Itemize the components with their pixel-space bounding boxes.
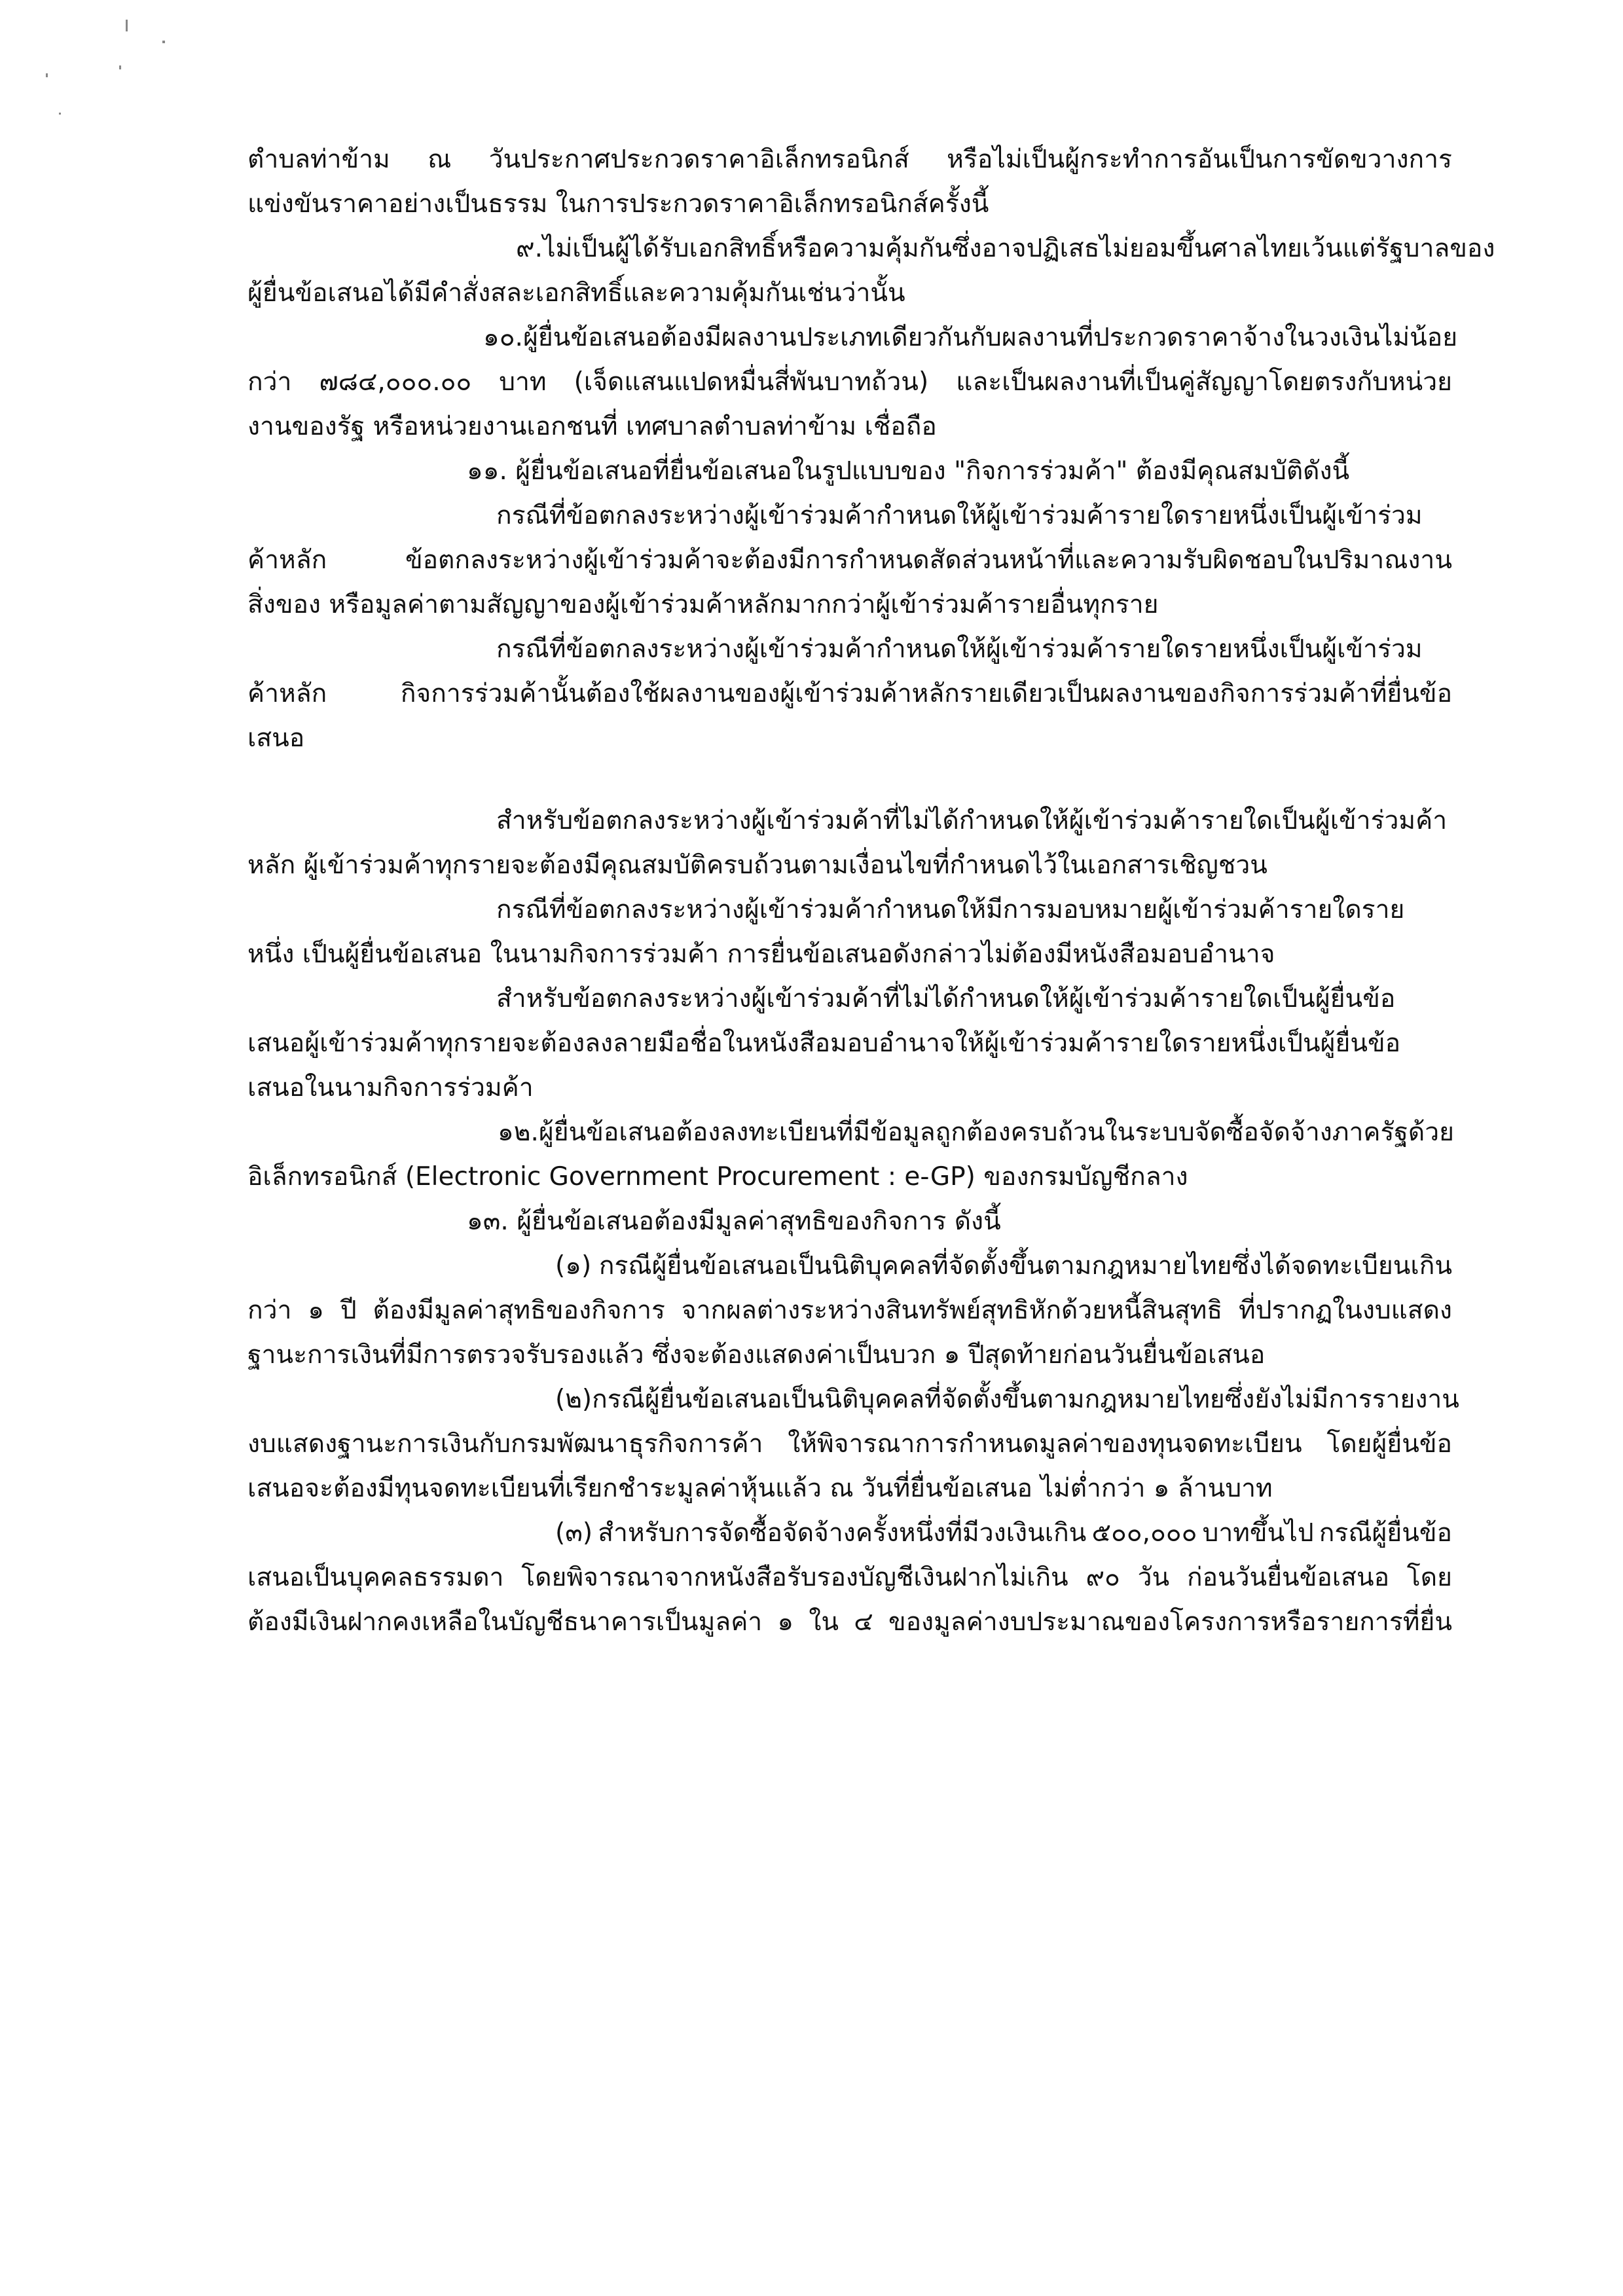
paragraph-gap bbox=[247, 761, 1452, 799]
text-line bbox=[247, 627, 1452, 672]
text-line bbox=[247, 1422, 1452, 1467]
scan-speck bbox=[126, 20, 128, 31]
text-line bbox=[247, 1467, 1452, 1511]
line-word: หรือไม่เป็นผู้กระทำการอันเป็นการขัดขวางการ bbox=[947, 145, 1452, 174]
line-word: จากผลต่างระหว่างสินทรัพย์สุทธิหักด้วยหนี้สินสุทธิ bbox=[681, 1296, 1223, 1325]
line-text: ๑๓. ผู้ยื่นข้อเสนอต้องมีมูลค่าสุทธิของกิจการ ดังนี้ bbox=[467, 1207, 1001, 1236]
text-line bbox=[247, 449, 1452, 494]
line-text: สิ่งของ หรือมูลค่าตามสัญญาของผู้เข้าร่วมค้าหลักมากกว่าผู้เข้าร่วมค้ารายอื่นทุกราย bbox=[247, 590, 1159, 619]
line-word: ๕๐๐,๐๐๐ bbox=[1091, 1518, 1197, 1548]
text-line bbox=[247, 1556, 1452, 1600]
line-word: เสนอเป็นบุคคลธรรมดา bbox=[247, 1563, 504, 1592]
line-word: ๙๐ bbox=[1085, 1563, 1120, 1592]
line-word: ๑ bbox=[308, 1296, 325, 1325]
text-line bbox=[247, 1244, 1452, 1288]
scan-speck bbox=[119, 65, 121, 69]
text-line bbox=[247, 583, 1452, 627]
line-word: กรณีที่ข้อตกลงระหว่างผู้เข้าร่วมค้ากำหนดให้มีการมอบหมายผู้เข้าร่วมค้ารายใดราย bbox=[496, 895, 1405, 924]
line-word: ปี bbox=[340, 1296, 357, 1325]
line-word: ซึ่งยังไม่มีการรายงาน bbox=[1224, 1385, 1459, 1414]
text-line bbox=[247, 1155, 1452, 1199]
line-word: ก่อนวันยื่นข้อเสนอ bbox=[1186, 1563, 1390, 1592]
line-word: สำหรับการจัดซื้อจัดจ้างครั้งหนึ่งที่มีวงเงินเกิน bbox=[598, 1518, 1087, 1548]
line-word: ผู้ยื่นข้อเสนอต้องลงทะเบียนที่มีข้อมูลถูกต้องครบถ้วนในระบบจัดซื้อจัดจ้างภาครัฐด้วย bbox=[538, 1118, 1455, 1147]
text-line bbox=[247, 932, 1452, 977]
line-text: เสนอในนามกิจการร่วมค้า bbox=[247, 1073, 534, 1102]
text-line bbox=[247, 137, 1452, 182]
scan-speck bbox=[162, 41, 165, 43]
line-word: ๑๒. bbox=[498, 1118, 539, 1147]
line-word: วัน bbox=[1137, 1563, 1170, 1592]
line-word: ๑ bbox=[777, 1607, 794, 1637]
text-line bbox=[247, 538, 1452, 583]
line-word: วันประกาศประกวดราคาอิเล็กทรอนิกส์ bbox=[488, 145, 909, 174]
line-word: เว้นแต่รัฐบาลของ bbox=[1302, 234, 1495, 263]
text-line bbox=[247, 316, 1458, 360]
text-line bbox=[247, 182, 1452, 227]
line-word: ใน bbox=[809, 1607, 839, 1637]
line-word: งบแสดงฐานะการเงินกับกรมพัฒนาธุรกิจการค้า bbox=[247, 1429, 763, 1459]
line-word: กรณีที่ข้อตกลงระหว่างผู้เข้าร่วมค้ากำหนดให้ผู้เข้าร่วมค้ารายใดรายหนึ่งเป็นผู้เข้าร่วม bbox=[496, 501, 1423, 530]
text-line bbox=[247, 888, 1452, 932]
line-word: ค้าหลัก bbox=[247, 545, 327, 575]
line-word: สำหรับข้อตกลงระหว่างผู้เข้าร่วมค้าที่ไม่ได้กำหนดให้ผู้เข้าร่วมค้ารายใดเป็นผู้เข้าร่วมค้า bbox=[496, 806, 1448, 835]
text-line bbox=[247, 494, 1452, 538]
line-word: โดยพิจารณาจากหนังสือรับรองบัญชีเงินฝากไม่เกิน bbox=[521, 1563, 1068, 1592]
text-line bbox=[247, 1511, 1452, 1556]
line-word: ให้พิจารณาการกำหนดมูลค่าของทุนจดทะเบียน bbox=[788, 1429, 1302, 1459]
text-line bbox=[247, 1066, 1452, 1110]
line-word: โดยผู้ยื่นข้อ bbox=[1326, 1429, 1452, 1459]
text-line bbox=[247, 1110, 1455, 1155]
line-word: ๔ bbox=[854, 1607, 873, 1637]
line-text: เสนอจะต้องมีทุนจดทะเบียนที่เรียกชำระมูลค่าหุ้นแล้ว ณ วันที่ยื่นข้อเสนอ ไม่ต่ำกว่า ๑ ล้านบาท bbox=[247, 1474, 1273, 1503]
line-word: สำหรับข้อตกลงระหว่างผู้เข้าร่วมค้าที่ไม่ได้กำหนดให้ผู้เข้าร่วมค้ารายใดเป็นผู้ยื่นข้อ bbox=[496, 984, 1396, 1013]
line-word: ต้องมีมูลค่าสุทธิของกิจการ bbox=[373, 1296, 665, 1325]
text-line bbox=[247, 405, 1452, 449]
line-text: แข่งขันราคาอย่างเป็นธรรม ในการประกวดราคาอิเล็กทรอนิกส์ครั้งนี้ bbox=[247, 189, 989, 219]
line-word: (เจ็ดแสนแปดหมื่นสี่พันบาทถ้วน) bbox=[574, 367, 929, 397]
text-line bbox=[247, 1333, 1452, 1377]
line-word: บาท bbox=[499, 367, 547, 397]
text-line bbox=[247, 1600, 1452, 1645]
line-word: ค้าหลัก bbox=[247, 679, 327, 708]
text-line bbox=[247, 672, 1452, 716]
text-line bbox=[247, 227, 1495, 271]
text-line bbox=[247, 716, 1452, 761]
text-line bbox=[247, 1021, 1452, 1066]
text-line bbox=[247, 1377, 1459, 1422]
line-word: (๓) bbox=[555, 1518, 593, 1548]
line-text: ฐานะการเงินที่มีการตรวจรับรองแล้ว ซึ่งจะต้องแสดงค่าเป็นบวก ๑ ปีสุดท้ายก่อนวันยื่นข้อเสนอ bbox=[247, 1340, 1266, 1370]
text-line bbox=[247, 1288, 1452, 1333]
line-word: ผู้ยื่นข้อเสนอต้องมีผลงานประเภทเดียวกันกับผลงานที่ประกวดราคาจ้างในวงเงินไม่น้อย bbox=[522, 323, 1458, 352]
line-word: ตำบลท่าข้าม bbox=[247, 145, 390, 174]
text-line bbox=[247, 977, 1452, 1021]
line-text: ๑๑. ผู้ยื่นข้อเสนอที่ยื่นข้อเสนอในรูปแบบของ "กิจการร่วมค้า" ต้องมีคุณสมบัติดังนี้ bbox=[467, 456, 1350, 486]
line-word: ซึ่งอาจปฏิเสธไม่ยอมขึ้นศาลไทย bbox=[951, 234, 1302, 263]
line-text: ผู้ยื่นข้อเสนอได้มีคำสั่งสละเอกสิทธิ์และความคุ้มกันเช่นว่านั้น bbox=[247, 278, 905, 308]
scan-speck bbox=[46, 73, 48, 77]
line-word: ของมูลค่างบประมาณของโครงการหรือรายการที่ยื่น bbox=[888, 1607, 1452, 1637]
line-word: กรณีผู้ยื่นข้อเสนอเป็นนิติบุคคลที่จัดตั้งขึ้นตามกฎหมายไทยซึ่งได้จดทะเบียนเกิน bbox=[598, 1251, 1452, 1281]
line-word: (๒) bbox=[555, 1385, 593, 1414]
line-word: กรณีผู้ยื่นข้อเสนอเป็นนิติบุคคลที่จัดตั้งขึ้นตามกฎหมายไทย bbox=[592, 1385, 1225, 1414]
text-line bbox=[247, 271, 1452, 316]
line-text: อิเล็กทรอนิกส์ (Electronic Government Procurement : e-GP) ของกรมบัญชีกลาง bbox=[247, 1162, 1188, 1192]
document-body bbox=[247, 137, 1495, 1645]
line-text: งานของรัฐ หรือหน่วยงานเอกชนที่ เทศบาลตำบลท่าข้าม เชื่อถือ bbox=[247, 412, 937, 441]
line-text: หนึ่ง เป็นผู้ยื่นข้อเสนอ ในนามกิจการร่วมค้า การยื่นข้อเสนอดังกล่าวไม่ต้องมีหนังสือมอบอำนาจ bbox=[247, 939, 1275, 969]
line-word: กว่า bbox=[247, 1296, 292, 1325]
line-word: ๗๘๔,๐๐๐.๐๐ bbox=[319, 367, 472, 397]
line-word: ๙. bbox=[516, 234, 543, 263]
text-line bbox=[247, 1199, 1452, 1244]
line-word: ไม่เป็นผู้ได้รับเอกสิทธิ์หรือความคุ้มกัน bbox=[542, 234, 952, 263]
line-word: กรณีผู้ยื่นข้อ bbox=[1319, 1518, 1452, 1548]
text-line bbox=[247, 843, 1452, 888]
line-word: ที่ปรากฏในงบแสดง bbox=[1239, 1296, 1452, 1325]
line-word: ข้อตกลงระหว่างผู้เข้าร่วมค้าจะต้องมีการกำหนดสัดส่วนหน้าที่และความรับผิดชอบในปริมาณงาน bbox=[405, 545, 1452, 575]
line-word: กิจการร่วมค้านั้นต้องใช้ผลงานของผู้เข้าร่วมค้าหลักรายเดียวเป็นผลงานของกิจการร่วมค้าที่ยื่นข้อ bbox=[400, 679, 1452, 708]
line-word: ณ bbox=[428, 145, 452, 174]
line-word: ต้องมีเงินฝากคงเหลือในบัญชีธนาคารเป็นมูลค่า bbox=[247, 1607, 763, 1637]
line-word: กรณีที่ข้อตกลงระหว่างผู้เข้าร่วมค้ากำหนดให้ผู้เข้าร่วมค้ารายใดรายหนึ่งเป็นผู้เข้าร่วม bbox=[496, 634, 1423, 664]
line-word: (๑) bbox=[555, 1251, 592, 1281]
line-text: หลัก ผู้เข้าร่วมค้าทุกรายจะต้องมีคุณสมบัติครบถ้วนตามเงื่อนไขที่กำหนดไว้ในเอกสารเชิญชวน bbox=[247, 850, 1267, 880]
scan-speck bbox=[59, 113, 61, 115]
text-line bbox=[247, 799, 1452, 843]
text-line bbox=[247, 360, 1452, 405]
line-text: เสนอ bbox=[247, 723, 305, 753]
line-word: บาทขึ้นไป bbox=[1202, 1518, 1314, 1548]
line-word: และเป็นผลงานที่เป็นคู่สัญญาโดยตรงกับหน่วย bbox=[956, 367, 1452, 397]
line-word: เสนอผู้เข้าร่วมค้าทุกรายจะต้องลงลายมือชื่อในหนังสือมอบอำนาจให้ผู้เข้าร่วมค้ารายใดรายหนึ่งเป็นผู้ยื่นข้อ bbox=[247, 1029, 1401, 1058]
line-word: ๑๐. bbox=[483, 323, 523, 352]
line-word: โดย bbox=[1406, 1563, 1452, 1592]
line-word: กว่า bbox=[247, 367, 292, 397]
